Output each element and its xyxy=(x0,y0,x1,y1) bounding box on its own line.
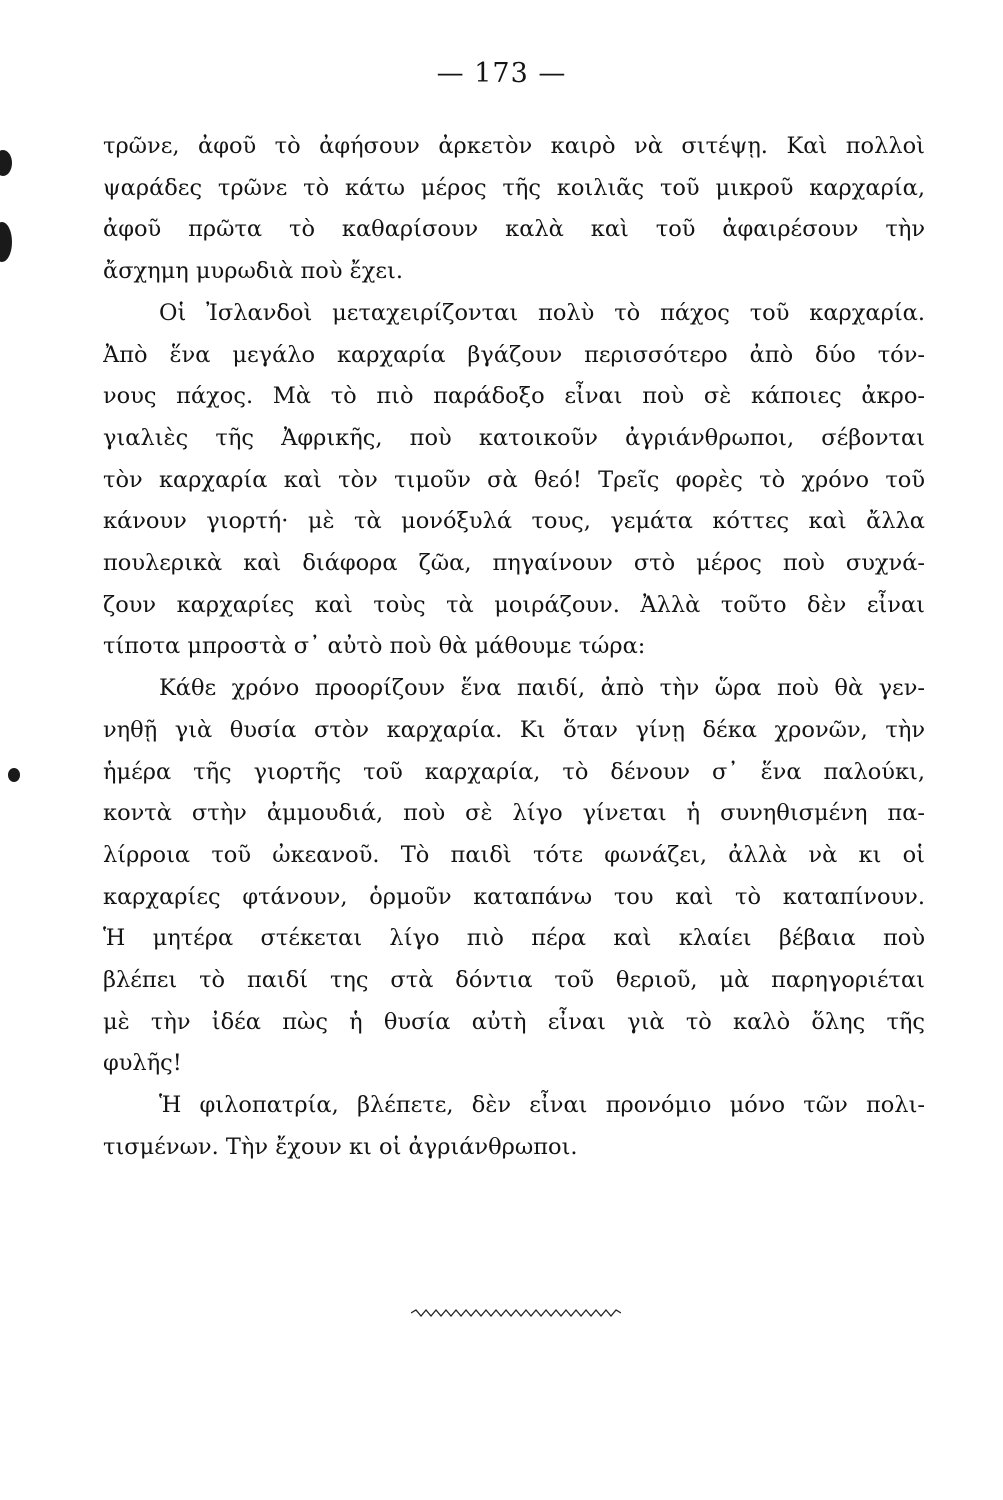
paragraph-start-line: Οἱ Ἰσλανδοὶ μεταχειρίζονται πολὺ τὸ πάχος τοῦ καρχαρία. xyxy=(159,299,925,326)
text-line: κάνουν γιορτή· μὲ τὰ μονόξυλά τους, γεμάτα κόττες καὶ ἄλλα xyxy=(103,508,925,535)
margin-ink-spot xyxy=(0,150,12,176)
text-line: καρχαρίες φτάνουν, ὁρμοῦν καταπάνω του καὶ τὸ καταπίνουν. xyxy=(103,883,925,910)
text-line: βλέπει τὸ παιδί της στὰ δόντια τοῦ θεριοῦ, μὰ παρηγοριέται xyxy=(103,967,925,994)
text-line: ζουν καρχαρίες καὶ τοὺς τὰ μοιράζουν. Ἀλλὰ τοῦτο δὲν εἶναι xyxy=(103,591,925,618)
paragraph-end-line: τίποτα μπροστὰ σ᾿ αὐτὸ ποὺ θὰ μάθουμε τώρα: xyxy=(103,633,646,660)
text-line: ἡμέρα τῆς γιορτῆς τοῦ καρχαρία, τὸ δένουν σ᾿ ἕνα παλούκι, xyxy=(103,758,925,785)
text-line: ψαράδες τρῶνε τὸ κάτω μέρος τῆς κοιλιᾶς τοῦ μικροῦ καρχαρία, xyxy=(103,174,925,201)
text-line: νηθῇ γιὰ θυσία στὸν καρχαρία. Κι ὅταν γίνῃ δέκα χρονῶν, τὴν xyxy=(103,716,925,743)
text-line: τρῶνε, ἀφοῦ τὸ ἀφήσουν ἀρκετὸν καιρὸ νὰ σιτέψῃ. Καὶ πολλοὶ xyxy=(103,133,925,159)
paragraph-end-line: τισμένων. Τὴν ἔχουν κι οἱ ἀγριάνθρωποι. xyxy=(103,1133,578,1160)
text-line: λίρροια τοῦ ὠκεανοῦ. Τὸ παιδὶ τότε φωνάζει, ἀλλὰ νὰ κι οἱ xyxy=(103,841,925,868)
paragraph-start-line: Ἡ φιλοπατρία, βλέπετε, δὲν εἶναι προνόμιο μόνο τῶν πολι- xyxy=(159,1092,925,1119)
text-line: πουλερικὰ καὶ διάφορα ζῶα, πηγαίνουν στὸ μέρος ποὺ συχνά- xyxy=(103,550,925,577)
paragraph-start-line: Κάθε χρόνο προορίζουν ἕνα παιδί, ἀπὸ τὴν ὥρα ποὺ θὰ γεν- xyxy=(159,675,925,702)
page-number: — 173 — xyxy=(436,58,567,89)
body-text xyxy=(103,126,925,1169)
text-line: Ἀπὸ ἕνα μεγάλο καρχαρία βγάζουν περισσότερο ἀπὸ δύο τόν- xyxy=(103,341,925,368)
text-line: τὸν καρχαρία καὶ τὸν τιμοῦν σὰ θεό! Τρεῖς φορὲς τὸ χρόνο τοῦ xyxy=(103,466,925,493)
paragraph-end-line: φυλῆς! xyxy=(103,1050,182,1077)
text-line: κοντὰ στὴν ἀμμουδιά, ποὺ σὲ λίγο γίνεται ἡ συνηθισμένη πα- xyxy=(103,800,925,827)
text-line: γιαλιὲς τῆς Ἀφρικῆς, ποὺ κατοικοῦν ἀγριάνθρωποι, σέβονται xyxy=(103,424,925,451)
text-line: νους πάχος. Μὰ τὸ πιὸ παράδοξο εἶναι ποὺ σὲ κάποιες ἀκρο- xyxy=(103,383,925,410)
text-line: μὲ τὴν ἰδέα πὼς ἡ θυσία αὐτὴ εἶναι γιὰ τὸ καλὸ ὅλης τῆς xyxy=(103,1008,925,1035)
text-line: ἀφοῦ πρῶτα τὸ καθαρίσουν καλὰ καὶ τοῦ ἀφαιρέσουν τὴν xyxy=(103,216,925,243)
margin-ink-spot xyxy=(0,222,12,262)
text-line: Ἡ μητέρα στέκεται λίγο πιὸ πέρα καὶ κλαίει βέβαια ποὺ xyxy=(103,925,925,952)
paragraph-end-line: ἄσχημη μυρωδιὰ ποὺ ἔχει. xyxy=(103,258,404,285)
end-ornament-rule xyxy=(411,1306,621,1320)
margin-ink-spot xyxy=(8,768,20,782)
